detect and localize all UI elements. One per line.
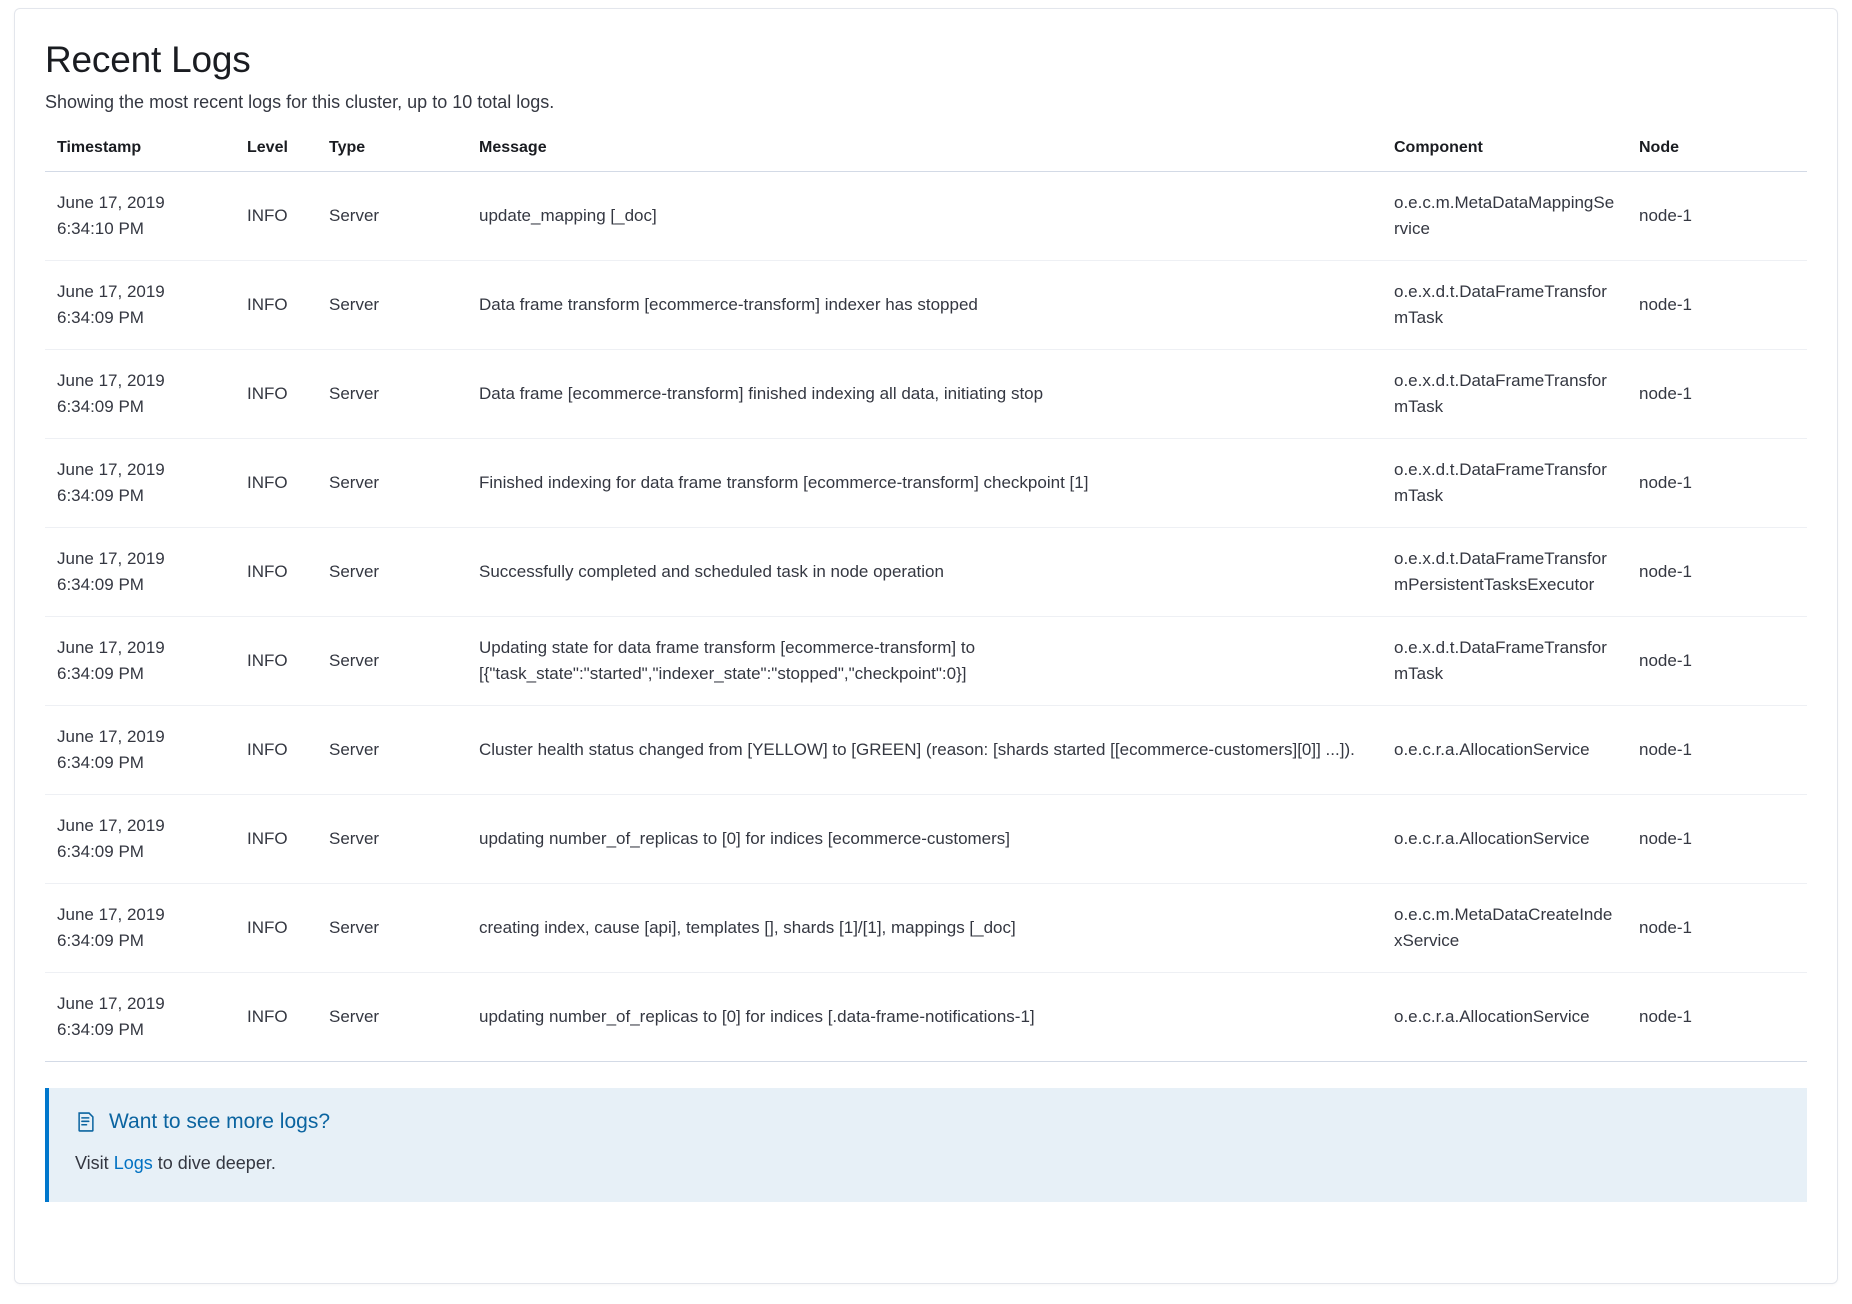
table-header-row <box>45 139 1807 172</box>
cell-level: INFO <box>235 884 317 973</box>
column-header-type[interactable]: Type <box>317 139 467 172</box>
cell-node: node-1 <box>1627 973 1807 1062</box>
callout-title: Want to see more logs? <box>109 1110 330 1133</box>
logs-table-header <box>45 139 1807 172</box>
cell-node: node-1 <box>1627 884 1807 973</box>
cell-timestamp <box>45 706 235 795</box>
cell-component: o.e.x.d.t.DataFrameTransformTask <box>1382 350 1627 439</box>
timestamp-date: June 17, 2019 <box>57 371 165 390</box>
timestamp-time: 6:34:09 PM <box>57 1020 144 1039</box>
cell-level: INFO <box>235 350 317 439</box>
cell-message: creating index, cause [api], templates [], shards [1]/[1], mappings [_doc] <box>467 884 1382 973</box>
cell-node: node-1 <box>1627 172 1807 261</box>
cell-type: Server <box>317 528 467 617</box>
cell-node: node-1 <box>1627 350 1807 439</box>
cell-type: Server <box>317 973 467 1062</box>
table-row <box>45 439 1807 528</box>
cell-component: o.e.x.d.t.DataFrameTransformTask <box>1382 617 1627 706</box>
column-header-message[interactable]: Message <box>467 139 1382 172</box>
callout-body <box>75 1150 1781 1176</box>
recent-logs-panel <box>14 8 1838 1284</box>
table-row <box>45 528 1807 617</box>
cell-type: Server <box>317 261 467 350</box>
cell-type: Server <box>317 350 467 439</box>
cell-message: Cluster health status changed from [YELLOW] to [GREEN] (reason: [shards started [[ecommerce-customers][0]] ...]). <box>467 706 1382 795</box>
table-row <box>45 884 1807 973</box>
timestamp-date: June 17, 2019 <box>57 816 165 835</box>
cell-timestamp <box>45 350 235 439</box>
cell-level: INFO <box>235 617 317 706</box>
cell-timestamp <box>45 973 235 1062</box>
cell-type: Server <box>317 439 467 528</box>
cell-level: INFO <box>235 528 317 617</box>
cell-component: o.e.c.r.a.AllocationService <box>1382 795 1627 884</box>
cell-timestamp <box>45 261 235 350</box>
timestamp-date: June 17, 2019 <box>57 460 165 479</box>
page-subtitle: Showing the most recent logs for this cluster, up to 10 total logs. <box>45 92 555 112</box>
cell-timestamp <box>45 439 235 528</box>
cell-message: updating number_of_replicas to [0] for indices [ecommerce-customers] <box>467 795 1382 884</box>
cell-type: Server <box>317 706 467 795</box>
cell-message: Successfully completed and scheduled task in node operation <box>467 528 1382 617</box>
timestamp-date: June 17, 2019 <box>57 727 165 746</box>
logs-table-body <box>45 172 1807 1062</box>
callout-body-prefix: Visit <box>75 1153 114 1173</box>
cell-message: Updating state for data frame transform [ecommerce-transform] to [{"task_state":"started","indexer_state":"stopped","checkpoint":0}] <box>467 617 1382 706</box>
cell-level: INFO <box>235 439 317 528</box>
cell-component: o.e.c.m.MetaDataCreateIndexService <box>1382 884 1627 973</box>
cell-level: INFO <box>235 172 317 261</box>
cell-timestamp <box>45 617 235 706</box>
cell-component: o.e.x.d.t.DataFrameTransformTask <box>1382 261 1627 350</box>
column-header-level[interactable]: Level <box>235 139 317 172</box>
cell-message: Finished indexing for data frame transform [ecommerce-transform] checkpoint [1] <box>467 439 1382 528</box>
timestamp-date: June 17, 2019 <box>57 549 165 568</box>
logs-table <box>45 139 1807 1062</box>
cell-node: node-1 <box>1627 617 1807 706</box>
table-row <box>45 973 1807 1062</box>
cell-timestamp <box>45 172 235 261</box>
cell-component: o.e.c.r.a.AllocationService <box>1382 973 1627 1062</box>
timestamp-date: June 17, 2019 <box>57 282 165 301</box>
cell-node: node-1 <box>1627 261 1807 350</box>
timestamp-time: 6:34:09 PM <box>57 308 144 327</box>
cell-component: o.e.x.d.t.DataFrameTransformPersistentTasksExecutor <box>1382 528 1627 617</box>
timestamp-time: 6:34:09 PM <box>57 397 144 416</box>
timestamp-time: 6:34:10 PM <box>57 219 144 238</box>
cell-component: o.e.c.m.MetaDataMappingService <box>1382 172 1627 261</box>
cell-level: INFO <box>235 706 317 795</box>
table-row <box>45 617 1807 706</box>
cell-level: INFO <box>235 973 317 1062</box>
document-icon <box>75 1111 97 1133</box>
table-row <box>45 350 1807 439</box>
timestamp-date: June 17, 2019 <box>57 638 165 657</box>
cell-timestamp <box>45 884 235 973</box>
cell-message: Data frame transform [ecommerce-transform] indexer has stopped <box>467 261 1382 350</box>
timestamp-time: 6:34:09 PM <box>57 753 144 772</box>
more-logs-callout <box>45 1088 1807 1202</box>
cell-level: INFO <box>235 795 317 884</box>
timestamp-date: June 17, 2019 <box>57 905 165 924</box>
cell-type: Server <box>317 172 467 261</box>
timestamp-date: June 17, 2019 <box>57 994 165 1013</box>
cell-node: node-1 <box>1627 706 1807 795</box>
cell-component: o.e.c.r.a.AllocationService <box>1382 706 1627 795</box>
cell-message: update_mapping [_doc] <box>467 172 1382 261</box>
column-header-timestamp[interactable]: Timestamp <box>45 139 235 172</box>
cell-type: Server <box>317 884 467 973</box>
timestamp-time: 6:34:09 PM <box>57 931 144 950</box>
page-title: Recent Logs <box>45 39 251 80</box>
table-row <box>45 795 1807 884</box>
logs-link[interactable]: Logs <box>113 1153 153 1173</box>
cell-level: INFO <box>235 261 317 350</box>
table-row <box>45 261 1807 350</box>
column-header-node[interactable]: Node <box>1627 139 1807 172</box>
cell-timestamp <box>45 528 235 617</box>
cell-type: Server <box>317 617 467 706</box>
cell-node: node-1 <box>1627 439 1807 528</box>
timestamp-time: 6:34:09 PM <box>57 664 144 683</box>
cell-node: node-1 <box>1627 795 1807 884</box>
recent-logs-page <box>0 8 1852 1304</box>
cell-timestamp <box>45 795 235 884</box>
table-row <box>45 706 1807 795</box>
timestamp-time: 6:34:09 PM <box>57 575 144 594</box>
callout-header <box>75 1110 1781 1134</box>
timestamp-time: 6:34:09 PM <box>57 842 144 861</box>
table-row <box>45 172 1807 261</box>
cell-message: Data frame [ecommerce-transform] finished indexing all data, initiating stop <box>467 350 1382 439</box>
cell-message: updating number_of_replicas to [0] for indices [.data-frame-notifications-1] <box>467 973 1382 1062</box>
callout-body-suffix: to dive deeper. <box>152 1153 276 1173</box>
column-header-component[interactable]: Component <box>1382 139 1627 172</box>
cell-component: o.e.x.d.t.DataFrameTransformTask <box>1382 439 1627 528</box>
cell-type: Server <box>317 795 467 884</box>
timestamp-date: June 17, 2019 <box>57 193 165 212</box>
cell-node: node-1 <box>1627 528 1807 617</box>
timestamp-time: 6:34:09 PM <box>57 486 144 505</box>
